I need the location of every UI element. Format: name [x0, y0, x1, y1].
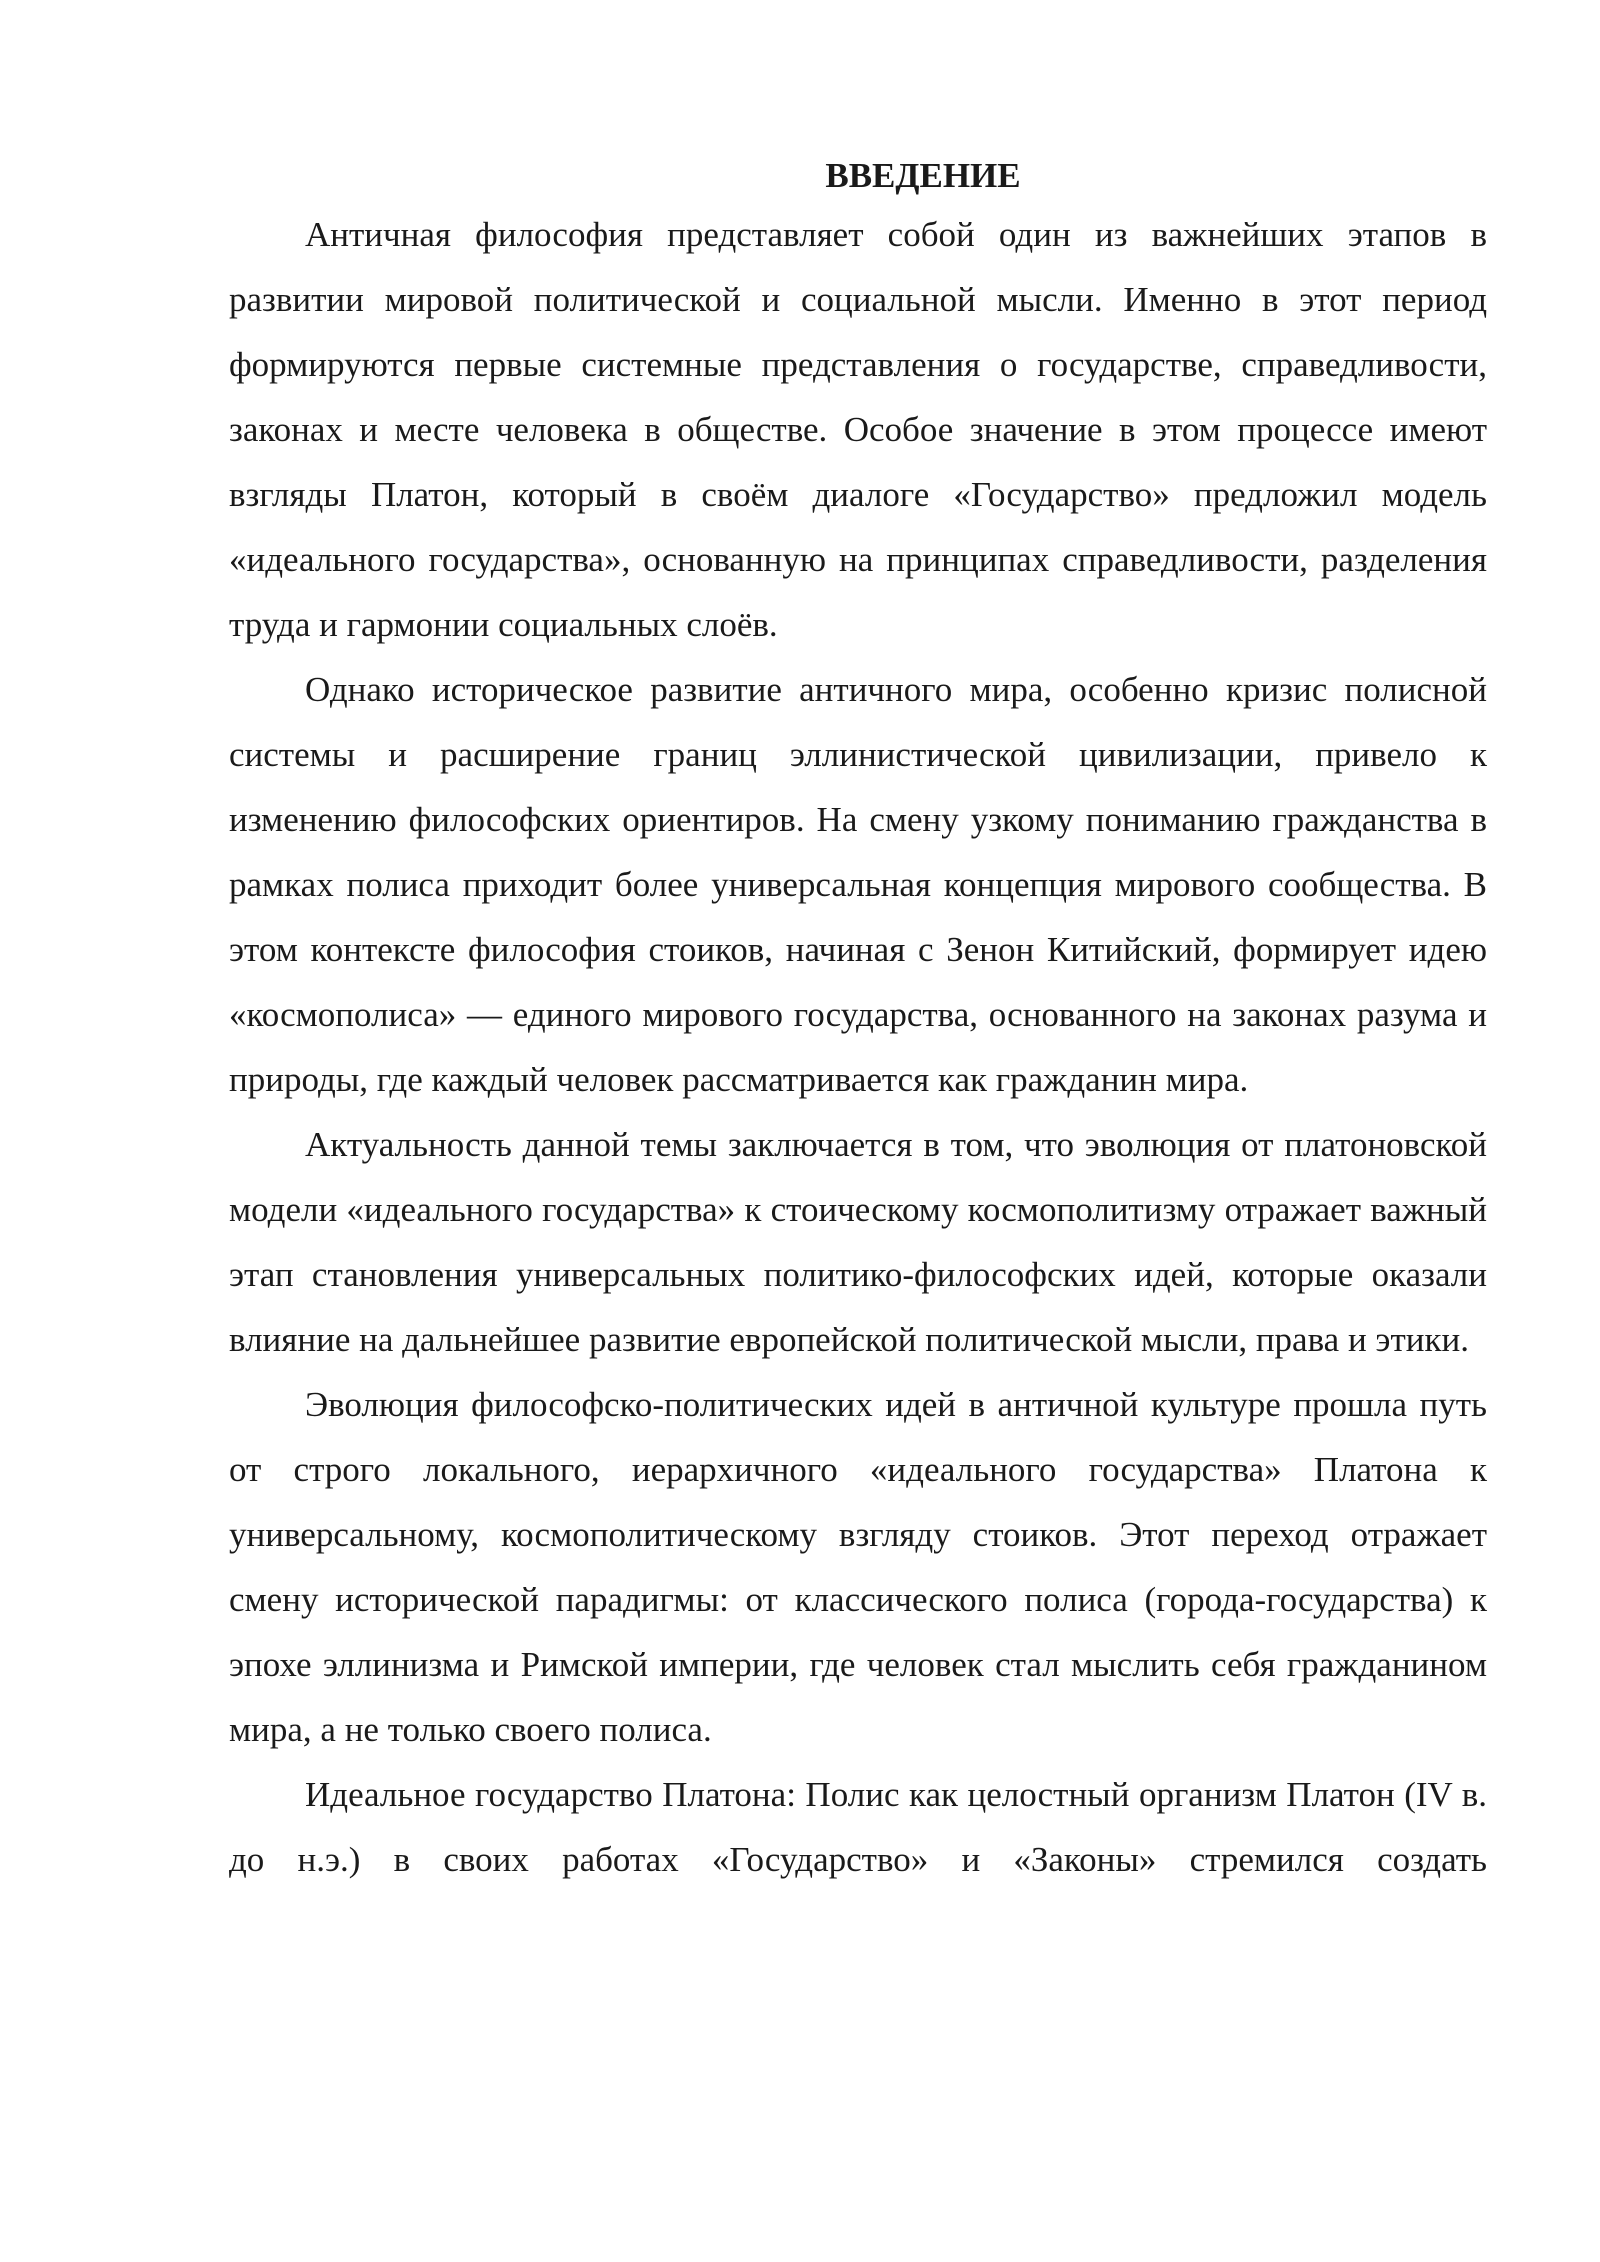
paragraph-1: Античная философия представляет собой один из важнейших этапов в развитии мировой политической и социальной мысли. Именно в этот период формируются первые системные представления о государстве, справедливости, законах и месте человека в обществе. Особое значение в этом процессе имеют взгляды Платон, который в своём диалоге «Государство» предложил модель «идеального государства», основанную на принципах справедливости, разделения труда и гармонии социальных слоёв. — [229, 215, 1487, 644]
paragraph-2: Однако историческое развитие античного мира, особенно кризис полисной системы и расширение границ эллинистической цивилизации, привело к изменению философских ориентиров. На смену узкому пониманию гражданства в рамках полиса приходит более универсальная концепция мирового сообщества. В этом контексте философия стоиков, начиная с Зенон Китийский, формирует идею «космополиса» — единого мирового государства, основанного на законах разума и природы, где каждый человек рассматривается как гражданин мира. — [229, 670, 1487, 1099]
paragraph-4: Эволюция философско-политических идей в античной культуре прошла путь от строго локального, иерархичного «идеального государства» Платона к универсальному, космополитическому взгляду стоиков. Этот переход отражает смену исторической парадигмы: от классического полиса (города-государства) к эпохе эллинизма и Римской империи, где человек стал мыслить себя гражданином мира, а не только своего полиса. — [229, 1385, 1487, 1749]
page-title: ВВЕДЕНИЕ — [825, 156, 1021, 195]
paragraph-5: Идеальное государство Платона: Полис как целостный организм Платон (IV в. до н.э.) в своих работах «Государство» и «Законы» стремился создать — [229, 1775, 1487, 1879]
document-body — [229, 150, 1487, 1892]
paragraph-3: Актуальность данной темы заключается в том, что эволюция от платоновской модели «идеального государства» к стоическому космополитизму отражает важный этап становления универсальных политико-философских идей, которые оказали влияние на дальнейшее развитие европейской политической мысли, права и этики. — [229, 1125, 1487, 1359]
